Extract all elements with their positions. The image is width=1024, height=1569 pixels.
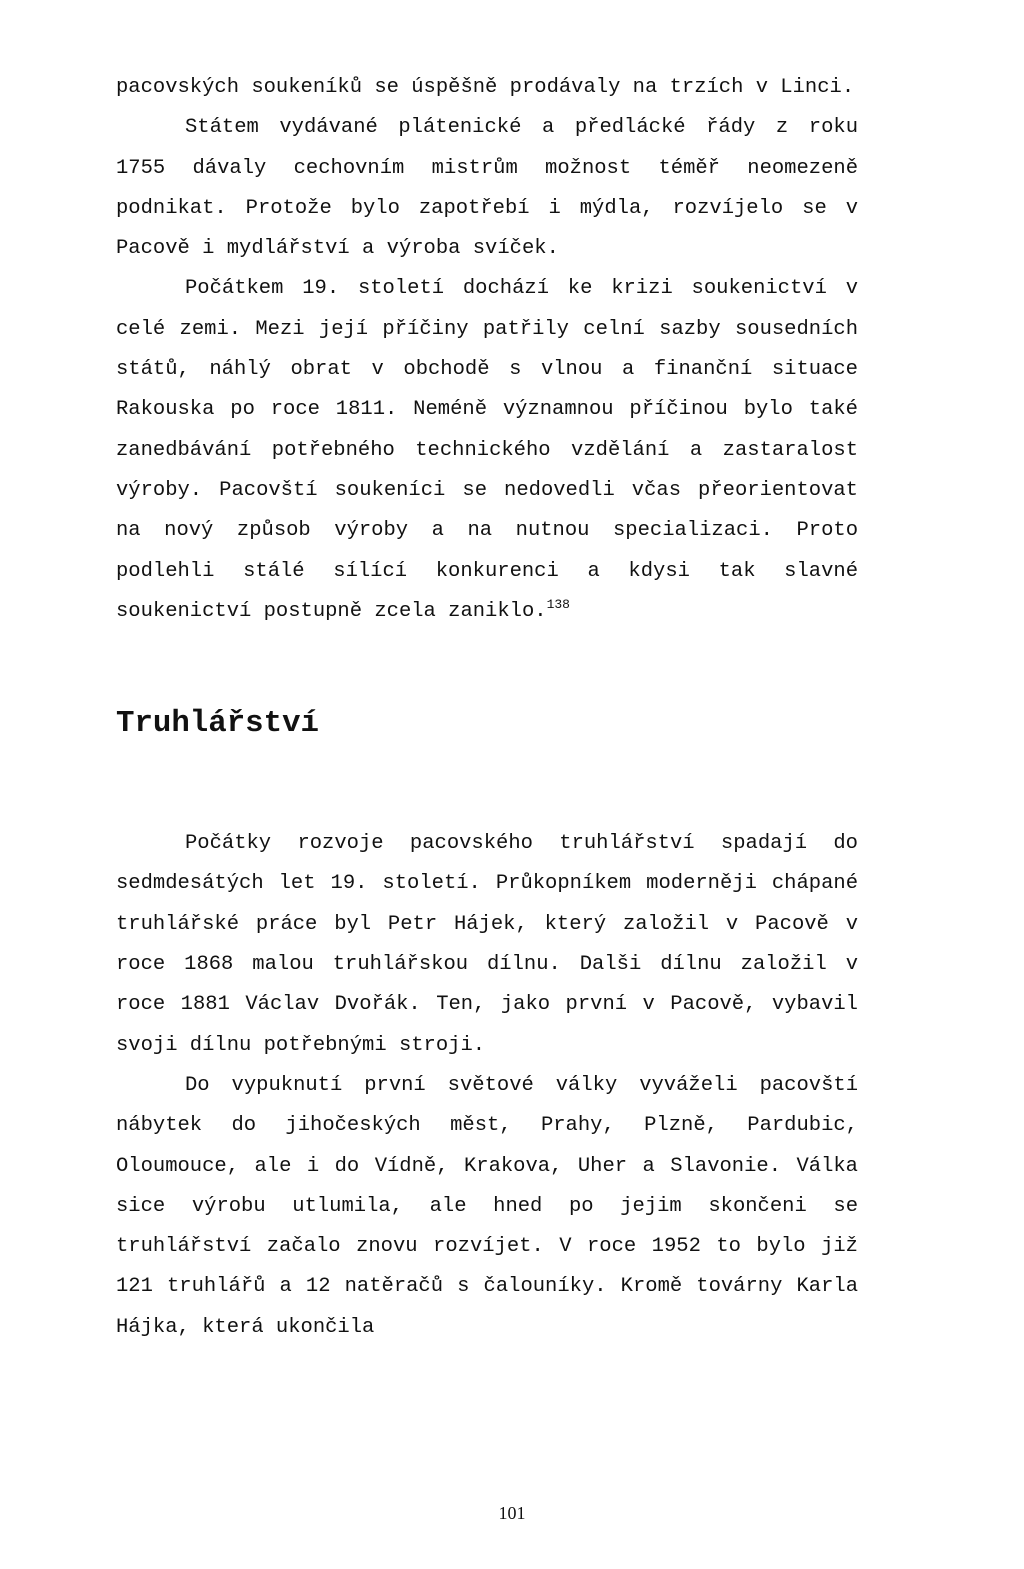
page-body (116, 68, 858, 1348)
paragraph-carpentry-export: Do vypuknutí první světové války vyváželi pacovští nábytek do jihočeských měst, Prahy, Plzně, Pardubic, Oloumouce, ale i do Vídně, Krakova, Uher a Slavonie. Válka sice výrobu utlumila, ale hned po jejim skončeni se truhlářství začalo znovu rozvíjet. V roce 1952 to bylo již 121 truhlářů a 12 natěračů s čalouníky. Kromě továrny Karla Hájka, která ukončila (116, 1073, 858, 1339)
footnote-reference: 138 (546, 597, 570, 613)
page-number: 101 (498, 1503, 526, 1523)
paragraph-continued: pacovských soukeníků se úspěšně prodávaly na trzích v Linci. (116, 76, 855, 99)
paragraph-guild-regulations: Státem vydávané plátenické a předlácké řády z roku 1755 dávaly cechovním mistrům možnost téměř neomezeně podnikat. Protože bylo zapotřebí i mýdla, rozvíjelo se v Pacově i mydlářství a výroba svíček. (116, 116, 858, 261)
paragraph-cloth-crisis (116, 269, 858, 632)
paragraph-cloth-crisis-text: Počátkem 19. století dochází ke krizi soukenictví v celé zemi. Mezi její příčiny patřily celní sazby sousedních států, náhlý obrat v obchodě s vlnou a finanční situace Rakouska po roce 1811. Neméně významnou příčinou bylo také zanedbávání potřebného technického vzdělání a zastaralost výroby. Pacovští soukeníci se nedovedli včas přeorientovat na nový způsob výroby a na nutnou specializaci. Proto podlehli stálé sílící konkurenci a kdysi tak slavné soukenictví postupně zcela zaniklo. (116, 277, 858, 623)
paragraph-carpentry-origins: Počátky rozvoje pacovského truhlářství spadají do sedmdesátých let 19. století. Průkopníkem moderněji chápané truhlářské práce byl Petr Hájek, který založil v Pacově v roce 1868 malou truhlářskou dílnu. Dalši dílnu založil v roce 1881 Václav Dvořák. Ten, jako první v Pacově, vybavil svoji dílnu potřebnými stroji. (116, 832, 858, 1057)
section-heading-carpentry: Truhlářství (116, 706, 319, 742)
